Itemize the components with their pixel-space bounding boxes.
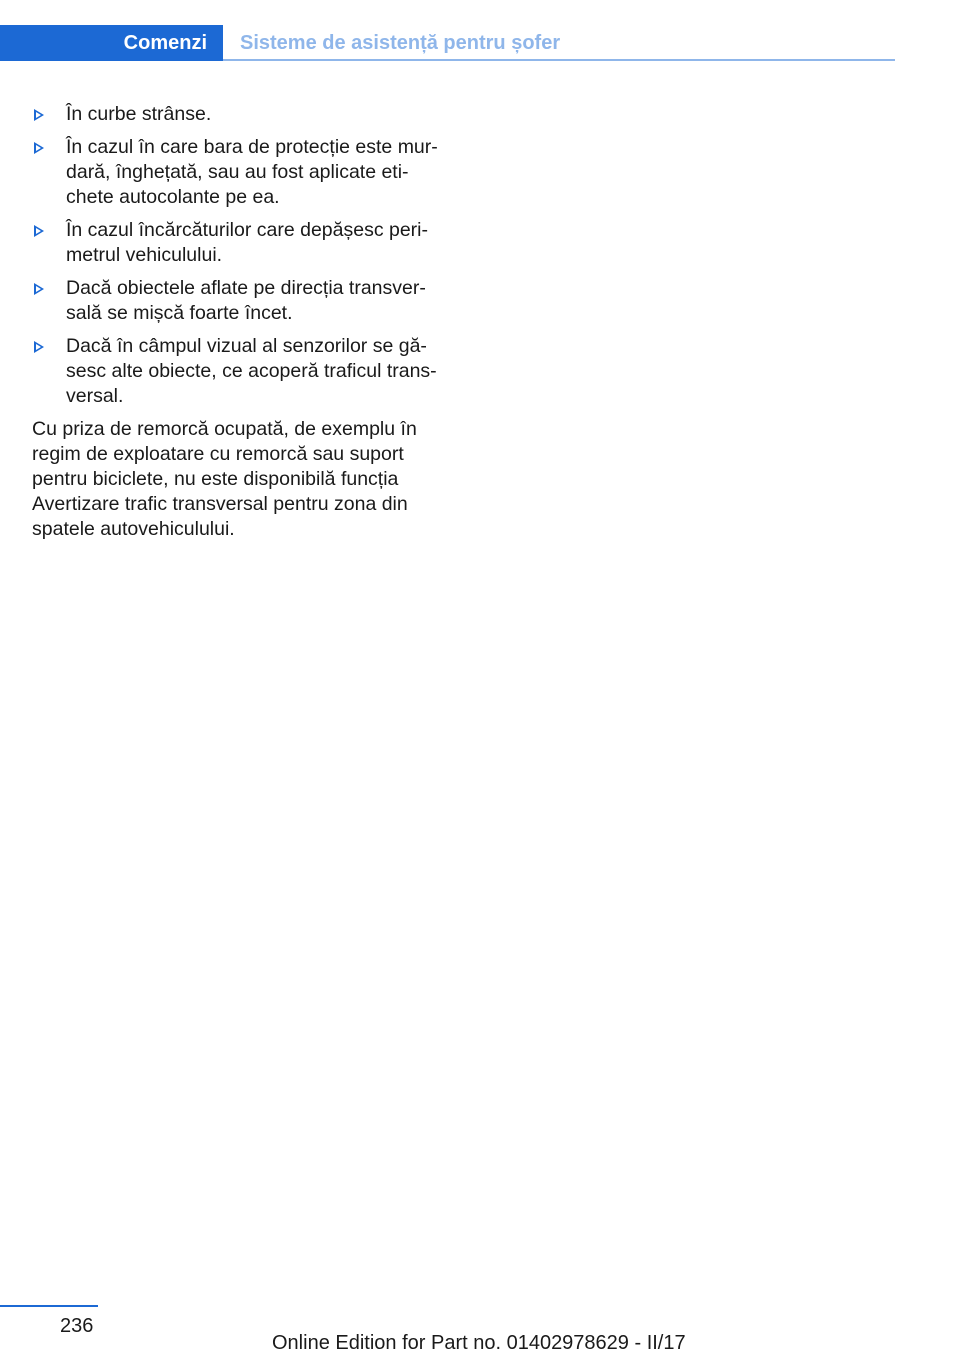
bullet-list — [32, 102, 452, 409]
chapter-tab[interactable]: Comenzi — [0, 25, 223, 61]
triangle-bullet-icon — [34, 109, 44, 121]
body-paragraph: Cu priza de remorcă ocupată, de exemplu în regim de exploatare cu remorcă sau suport pentru biciclete, nu este disponibilă funcția Avertizare trafic transversal pentru zona din spatele autovehiculului. — [32, 418, 417, 540]
page-header — [0, 25, 895, 61]
edition-footer: Online Edition for Part no. 01402978629 - II/17 — [272, 1332, 686, 1354]
bullet-item — [32, 102, 452, 127]
bullet-item — [32, 135, 452, 210]
bullet-item — [32, 218, 452, 268]
page-content — [32, 102, 452, 542]
page-number: 236 — [60, 1315, 94, 1337]
bullet-text: Dacă obiectele aflate pe direcția transver- sală se mișcă foarte încet. — [66, 277, 426, 324]
bullet-text: În cazul încărcăturilor care depășesc peri- metrul vehiculului. — [66, 219, 428, 266]
bullet-text: În curbe strânse. — [66, 103, 212, 125]
section-title[interactable]: Sisteme de asistență pentru șofer — [240, 32, 561, 54]
triangle-bullet-icon — [34, 142, 44, 154]
triangle-bullet-icon — [34, 283, 44, 295]
page-number-rule — [0, 1305, 98, 1307]
triangle-bullet-icon — [34, 341, 44, 353]
bullet-text: În cazul în care bara de protecție este mur- dară, înghețată, sau au fost aplicate eti- chete autocolante pe ea. — [66, 136, 438, 208]
header-rule — [223, 59, 895, 61]
bullet-text: Dacă în câmpul vizual al senzorilor se gă- sesc alte obiecte, ce acoperă traficul trans- versal. — [66, 335, 437, 407]
bullet-item — [32, 334, 452, 409]
bullet-item — [32, 276, 452, 326]
triangle-bullet-icon — [34, 225, 44, 237]
